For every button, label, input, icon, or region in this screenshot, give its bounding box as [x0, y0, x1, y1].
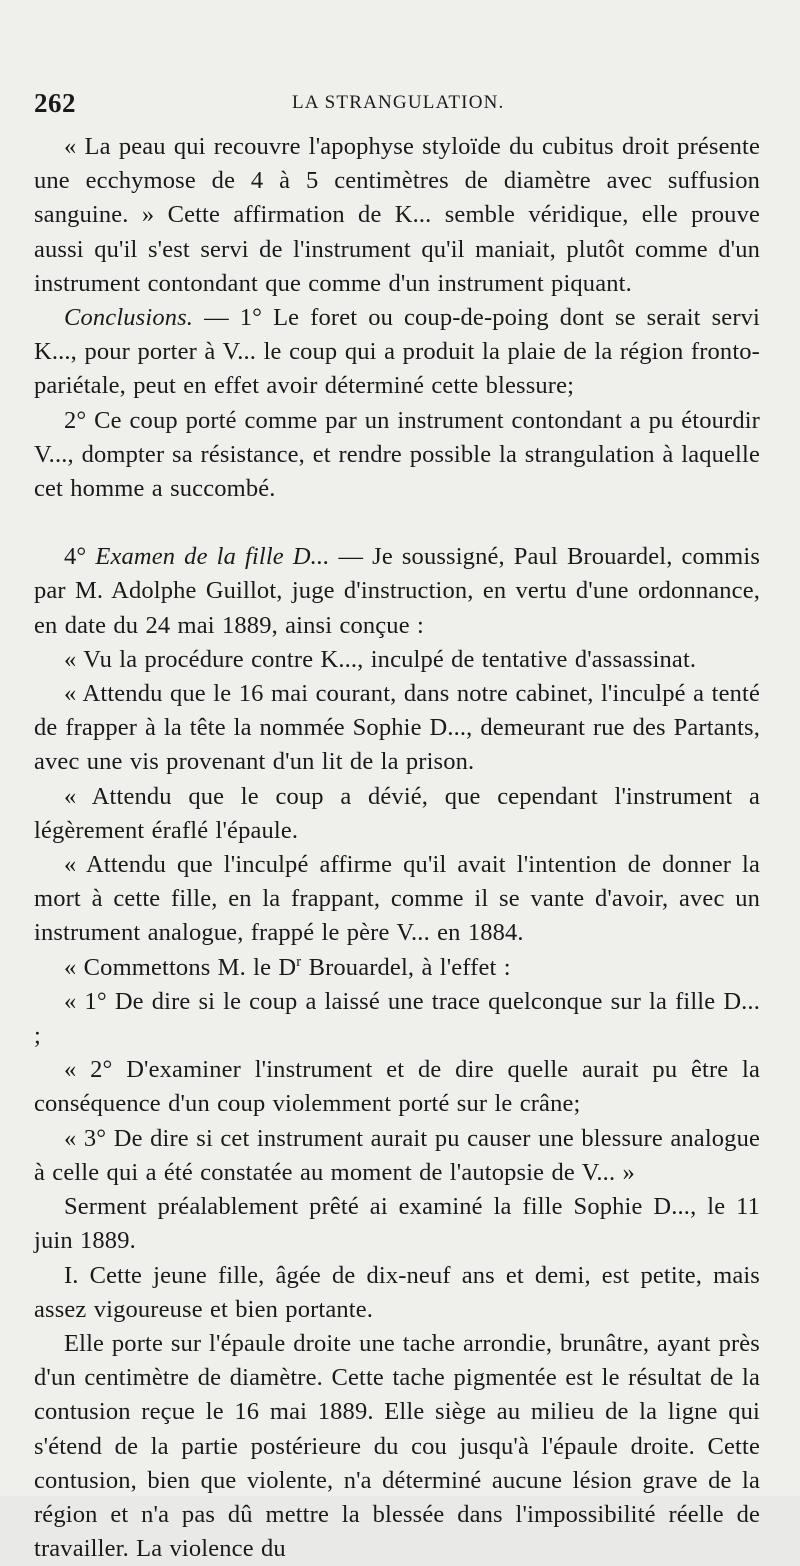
commettons-text: Brouardel, à l'effet :	[308, 953, 511, 981]
paragraph-observation-1: I. Cette jeune fille, âgée de dix-neuf ans et demi, est petite, mais assez vigoureuse et bien portante.	[34, 1261, 760, 1323]
running-title: LA STRANGULATION.	[292, 92, 505, 113]
exam-title: Examen de la fille D...	[95, 543, 330, 571]
paragraph-examen	[34, 540, 760, 643]
page-body	[34, 130, 760, 1566]
conclusions-text: — 1° Le foret ou coup-de-poing dont se serait servi K..., pour porter à V... le coup qui a produit la plaie de la région fronto-pariétale, peut en effet avoir déterminé cette blessure;	[34, 304, 760, 400]
paragraph-serment: Serment préalablement prêté ai examiné la fille Sophie D..., le 11 juin 1889.	[34, 1193, 760, 1255]
paragraph-mission-2: « 2° D'examiner l'instrument et de dire quelle aurait pu être la conséquence d'un coup violemment porté sur le crâne;	[34, 1056, 760, 1118]
commettons-pre: « Commettons M. le D	[64, 953, 297, 981]
page-header	[34, 82, 774, 122]
page-number: 262	[34, 88, 76, 118]
commettons-sup: r	[296, 953, 302, 970]
paragraph-attendu-2: « Attendu que le coup a dévié, que cependant l'instrument a légèrement éraflé l'épaule.	[34, 782, 760, 844]
paragraph-conclusion-2: 2° Ce coup porté comme par un instrument contondant a pu étourdir V..., dompter sa résistance, et rendre possible la strangulation à laquelle cet homme a succombé.	[34, 406, 760, 503]
conclusions-label: Conclusions.	[64, 304, 194, 332]
paragraph-observation-2: Elle porte sur l'épaule droite une tache arrondie, brunâtre, ayant près d'un centimètre de diamètre. Cette tache pigmentée est le résultat de la contusion reçue le 16 mai 1889. Elle siège au milieu de la ligne qui s'étend de la partie postérieure du cou jusqu'à l'épaule droite. Cette contusion, bien que violente, n'a déterminé aucune lésion grave de la région et n'a pas dû mettre la blessée dans l'impossibilité réelle de travailler. La violence du	[34, 1329, 760, 1563]
exam-number: 4°	[64, 543, 87, 571]
paragraph-attendu-3: « Attendu que l'inculpé affirme qu'il avait l'intention de donner la mort à cette fille, en la frappant, comme il se vante d'avoir, avec un instrument analogue, frappé le père V... en 1884.	[34, 851, 760, 947]
paragraph-conclusions	[34, 301, 760, 404]
paragraph-apophyse: « La peau qui recouvre l'apophyse styloïde du cubitus droit présente une ecchymose de 4 à 5 centimètres de diamètre avec suffusion sanguine. » Cette affirmation de K... semble véridique, elle prouve aussi qu'il s'est servi de l'instrument qu'il maniait, plutôt comme d'un instrument contondant que comme d'un instrument piquant.	[34, 133, 760, 297]
exam-text: — Je soussigné, Paul Brouardel, commis par M. Adolphe Guillot, juge d'instruction, en vertu d'une ordonnance, en date du 24 mai 1889, ainsi conçue :	[34, 543, 761, 639]
paragraph-mission-1: « 1° De dire si le coup a laissé une trace quelconque sur la fille D... ;	[34, 987, 760, 1050]
paragraph-commettons	[34, 951, 760, 985]
paragraph-attendu-1: « Attendu que le 16 mai courant, dans notre cabinet, l'inculpé a tenté de frapper à la tête la nommée Sophie D..., demeurant rue des Partants, avec une vis provenant d'un lit de la prison.	[34, 680, 760, 776]
section-gap	[34, 506, 760, 540]
paragraph-mission-3: « 3° De dire si cet instrument aurait pu causer une blessure analogue à celle qui a été constatée au moment de l'autopsie de V... »	[34, 1124, 760, 1186]
paragraph-vu: « Vu la procédure contre K..., inculpé de tentative d'assassinat.	[64, 645, 697, 673]
